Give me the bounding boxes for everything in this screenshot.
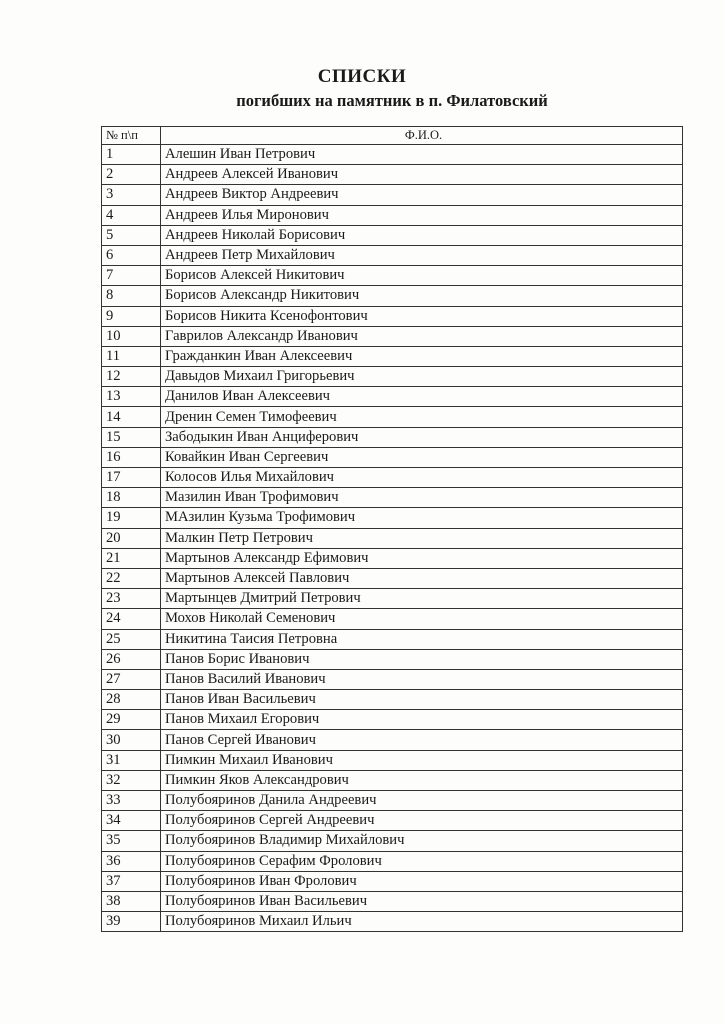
table-row [102,165,683,185]
row-number: 4 [102,205,161,225]
row-full-name: Андреев Илья Миронович [161,205,683,225]
row-number: 8 [102,286,161,306]
table-row [102,851,683,871]
row-number: 3 [102,185,161,205]
row-number: 29 [102,710,161,730]
row-full-name: Борисов Никита Ксенофонтович [161,306,683,326]
row-number: 9 [102,306,161,326]
table-row [102,286,683,306]
table-row [102,326,683,346]
row-full-name: Мазилин Иван Трофимович [161,488,683,508]
table-row [102,589,683,609]
row-full-name: Пимкин Яков Александрович [161,770,683,790]
row-full-name: Данилов Иван Алексеевич [161,387,683,407]
table-row [102,871,683,891]
table-row [102,831,683,851]
row-number: 34 [102,811,161,831]
row-full-name: Малкин Петр Петрович [161,528,683,548]
row-full-name: Панов Иван Васильевич [161,690,683,710]
row-full-name: Панов Сергей Иванович [161,730,683,750]
row-full-name: Гражданкин Иван Алексеевич [161,346,683,366]
row-number: 38 [102,891,161,911]
table-row [102,568,683,588]
row-full-name: Ковайкин Иван Сергеевич [161,447,683,467]
table-row [102,690,683,710]
row-full-name: Полубояринов Владимир Михайлович [161,831,683,851]
table-row [102,730,683,750]
table-row [102,346,683,366]
row-full-name: Мартынов Алексей Павлович [161,568,683,588]
row-full-name: Панов Борис Иванович [161,649,683,669]
row-number: 17 [102,468,161,488]
column-header-number: № п\п [102,127,161,145]
row-number: 35 [102,831,161,851]
row-number: 26 [102,649,161,669]
row-number: 37 [102,871,161,891]
table-row [102,145,683,165]
table-row [102,508,683,528]
table-row [102,266,683,286]
table-row [102,185,683,205]
row-number: 31 [102,750,161,770]
row-number: 13 [102,387,161,407]
row-full-name: Полубояринов Иван Васильевич [161,891,683,911]
row-full-name: Борисов Александр Никитович [161,286,683,306]
table-row [102,205,683,225]
row-number: 16 [102,447,161,467]
table-row [102,548,683,568]
table-row [102,427,683,447]
table-row [102,488,683,508]
row-full-name: Полубояринов Михаил Ильич [161,912,683,932]
table-row [102,245,683,265]
row-number: 2 [102,165,161,185]
table-row [102,387,683,407]
row-full-name: Андреев Виктор Андреевич [161,185,683,205]
row-number: 24 [102,609,161,629]
table-row [102,407,683,427]
row-full-name: Мартынов Александр Ефимович [161,548,683,568]
row-number: 12 [102,367,161,387]
row-number: 1 [102,145,161,165]
table-row [102,609,683,629]
row-number: 27 [102,669,161,689]
row-full-name: Андреев Николай Борисович [161,225,683,245]
row-full-name: Алешин Иван Петрович [161,145,683,165]
row-full-name: Мохов Николай Семенович [161,609,683,629]
row-number: 25 [102,629,161,649]
row-number: 10 [102,326,161,346]
names-table [101,126,683,932]
row-number: 28 [102,690,161,710]
row-full-name: Пимкин Михаил Иванович [161,750,683,770]
row-number: 36 [102,851,161,871]
row-number: 33 [102,791,161,811]
table-row [102,770,683,790]
row-number: 6 [102,245,161,265]
table-row [102,669,683,689]
row-full-name: Полубояринов Данила Андреевич [161,791,683,811]
row-number: 32 [102,770,161,790]
row-full-name: Панов Василий Иванович [161,669,683,689]
row-full-name: Забодыкин Иван Анциферович [161,427,683,447]
row-number: 23 [102,589,161,609]
row-number: 39 [102,912,161,932]
row-number: 14 [102,407,161,427]
table-row [102,710,683,730]
table-row [102,750,683,770]
row-number: 22 [102,568,161,588]
table-row [102,447,683,467]
table-row [102,912,683,932]
row-number: 15 [102,427,161,447]
row-number: 18 [102,488,161,508]
row-full-name: Борисов Алексей Никитович [161,266,683,286]
row-full-name: Полубояринов Сергей Андреевич [161,811,683,831]
document-title: СПИСКИ [317,66,407,87]
table-row [102,811,683,831]
table-body [102,145,683,932]
table-row [102,891,683,911]
table-row [102,649,683,669]
table-row [102,528,683,548]
table-row [102,629,683,649]
table-row [102,225,683,245]
table-row [102,468,683,488]
row-full-name: Андреев Алексей Иванович [161,165,683,185]
row-number: 5 [102,225,161,245]
row-full-name: Давыдов Михаил Григорьевич [161,367,683,387]
row-full-name: Панов Михаил Егорович [161,710,683,730]
column-header-name: Ф.И.О. [161,127,683,145]
row-full-name: Полубояринов Серафим Фролович [161,851,683,871]
table-row [102,367,683,387]
document-subtitle: погибших на памятник в п. Филатовский [236,91,548,110]
row-full-name: Андреев Петр Михайлович [161,245,683,265]
table-row [102,791,683,811]
row-number: 20 [102,528,161,548]
row-number: 11 [102,346,161,366]
row-full-name: Дренин Семен Тимофеевич [161,407,683,427]
table-row [102,306,683,326]
row-full-name: МАзилин Кузьма Трофимович [161,508,683,528]
row-number: 30 [102,730,161,750]
row-full-name: Никитина Таисия Петровна [161,629,683,649]
row-number: 7 [102,266,161,286]
row-full-name: Мартынцев Дмитрий Петрович [161,589,683,609]
row-full-name: Колосов Илья Михайлович [161,468,683,488]
row-full-name: Полубояринов Иван Фролович [161,871,683,891]
row-full-name: Гаврилов Александр Иванович [161,326,683,346]
table-header-row [102,127,683,145]
row-number: 21 [102,548,161,568]
row-number: 19 [102,508,161,528]
